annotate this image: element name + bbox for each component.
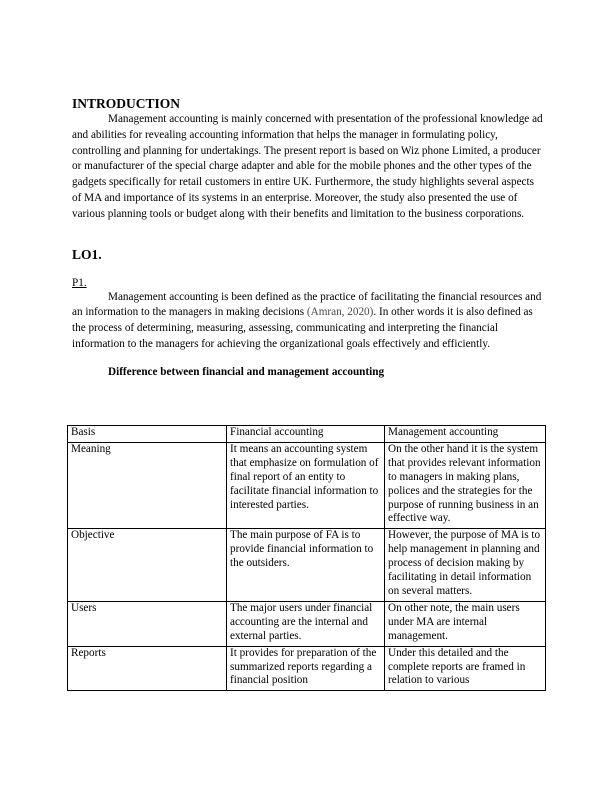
comparison-table <box>67 425 546 691</box>
document-body <box>72 96 546 379</box>
table-row <box>68 442 546 528</box>
cell-basis: Objective <box>68 529 227 602</box>
table-header-row <box>68 426 546 443</box>
table-row <box>68 646 546 691</box>
cell-financial: It provides for preparation of the summarized reports regarding a financial position <box>227 646 385 691</box>
header-cell-management: Management accounting <box>385 426 546 443</box>
cell-management: Under this detailed and the complete reports are framed in relation to various <box>385 646 546 691</box>
cell-basis: Users <box>68 601 227 646</box>
table-title: Difference between financial and management accounting <box>108 365 385 378</box>
header-cell-basis: Basis <box>68 426 227 443</box>
introduction-paragraph: Management accounting is mainly concerned with presentation of the professional knowledge ad and abilities for revealing accounting information that helps the manager in formulating policy, controlling and planning for undertakings. The present report is based on Wiz phone Limited, a producer or manufacturer of the special charge adapter and able for the mobile phones and the other types of the gadgets specifically for retail customers in entire UK. Furthermore, the study highlights several aspects of MA and importance of its systems in an enterprise. Moreover, the study also presented the use of various planning tools or budget along with their benefits and limitation to the business corporations. <box>72 113 543 220</box>
cell-basis: Reports <box>68 646 227 691</box>
lo1-heading: LO1. <box>72 246 102 262</box>
p1-subheading: P1. <box>72 276 87 289</box>
citation: (Amran, 2020) <box>306 306 374 319</box>
table-row <box>68 601 546 646</box>
introduction-heading: INTRODUCTION <box>72 96 181 111</box>
cell-financial: The major users under financial accounting are the internal and external parties. <box>227 601 385 646</box>
lo1-paragraph-text-1: Management accounting is been defined as the practice of facilitating the financial resources and an information to the managers in making decisions <box>72 290 542 319</box>
lo1-paragraph <box>72 290 546 353</box>
cell-financial: It means an accounting system that emphasize on formulation of final report of an entity to facilitate financial information to interested parties. <box>227 442 385 528</box>
lo1-paragraph-text-2: . In other words it is also defined as the process of determining, measuring, assessing, communicating and interpreting the financial information to the managers for achieving the organizational goals effectively and efficiently. <box>72 306 533 350</box>
cell-management: On the other hand it is the system that provides relevant information to managers in making plans, polices and the strategies for the purpose of running business in an effective way. <box>385 442 546 528</box>
cell-management: However, the purpose of MA is to help management in planning and process of decision making by facilitating in detail information on several matters. <box>385 529 546 602</box>
header-cell-financial: Financial accounting <box>227 426 385 443</box>
cell-basis: Meaning <box>68 442 227 528</box>
table-row <box>68 529 546 602</box>
cell-management: On other note, the main users under MA are internal management. <box>385 601 546 646</box>
cell-financial: The main purpose of FA is to provide financial information to the outsiders. <box>227 529 385 602</box>
